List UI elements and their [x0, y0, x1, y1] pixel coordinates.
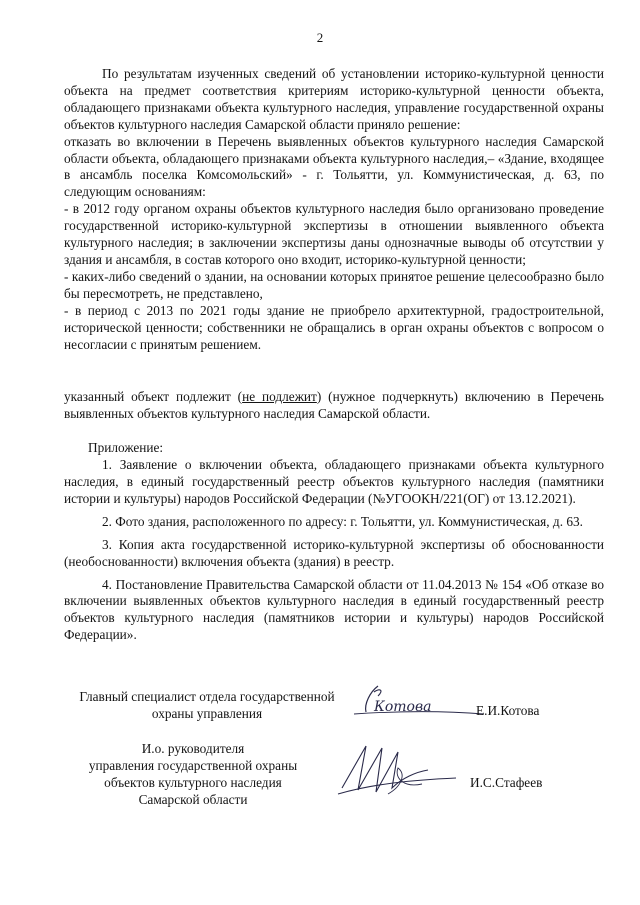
conclusion-paragraph	[64, 389, 604, 423]
handwritten-signature-icon	[344, 682, 494, 726]
signer-name: Е.И.Котова	[476, 703, 540, 718]
signer-position-line: Главный специалист отдела государственной	[79, 689, 335, 704]
reason-1-paragraph: - в 2012 году органом охраны объектов культурного наследия было организовано проведение государственной историко-культурной экспертизы в отношении выявленного объекта культурного наследия; в заключении экспертизы даны однозначные выводы об отсутствии у здания и ансамбля, в состав которого оно входит, историко-культурной ценности;	[64, 201, 604, 267]
signature-block-head	[62, 740, 640, 808]
signer-position	[62, 740, 324, 808]
decision-paragraph: отказать во включении в Перечень выявленных объектов культурного наследия Самарской области объекта, обладающего признаками объекта культурного наследия,– «Здание, входящее в ансамбль поселка Комсомольский» - г. Тольятти, ул. Коммунистическая, д. 63, по следующим основаниям:	[64, 133, 604, 200]
signer-position-line: управления государственной охраны	[88, 758, 298, 773]
conclusion-underlined-choice: не подлежит	[242, 389, 317, 405]
signer-position-line: объектов культурного наследия	[104, 775, 282, 790]
document-body	[64, 66, 604, 644]
signer-position-line: И.о. руководителя	[141, 741, 245, 756]
conclusion-end: ) (нужное подчеркнуть) включению в Перечень выявленных объектов культурного наследия Самарской области.	[64, 389, 604, 422]
signature-block-specialist	[62, 688, 640, 722]
appendix-item-1: 1. Заявление о включении объекта, обладающего признаками объекта культурного наследия, в единый государственный реестр объектов культурного наследия (памятники истории и культуры) народов Российской Федерации (№УГООКН/221(ОГ) от 13.12.2021).	[64, 457, 604, 506]
conclusion-start: указанный объект подлежит (	[64, 389, 243, 405]
appendix-item-2: 2. Фото здания, расположенного по адресу: г. Тольятти, ул. Коммунистическая, д. 63.	[102, 513, 583, 529]
appendix-heading: Приложение:	[88, 440, 164, 456]
appendix-item-3: 3. Копия акта государственной историко-культурной экспертизы об обоснованности (необоснованности) включения объекта (здания) в реестр.	[64, 536, 604, 569]
reason-3-paragraph: - в период с 2013 по 2021 годы здание не приобрело архитектурной, градостроительной, исторической ценности; собственники не обращались в орган охраны объектов с вопросом о несогласии с принятым решением.	[64, 302, 604, 352]
spacer	[64, 423, 604, 440]
signer-position-line: Самарской области	[138, 792, 248, 807]
reason-2-paragraph: - каких-либо сведений о здании, на основании которых принятое решение целесообразно было бы пересмотреть, не представлено,	[64, 268, 604, 301]
page-number: 2	[316, 30, 324, 45]
signer-position-line: охраны управления	[151, 706, 263, 721]
signer-name: И.С.Стафеев	[470, 775, 543, 790]
spacer	[64, 353, 604, 389]
signer-position	[62, 688, 352, 722]
intro-paragraph: По результатам изученных сведений об установлении историко-культурной ценности объекта на предмет соответствия критериям историко-культурной ценности объекта, обладающего признаками объекта культурного наследия, управление государственной охраны объектов культурного наследия Самарской области приняло решение:	[64, 66, 604, 132]
appendix-item-4: 4. Постановление Правительства Самарской области от 11.04.2013 № 154 «Об отказе во включении выявленных объектов культурного наследия в единый государственный реестр объектов культурного наследия (памятников истории и культуры) народов Российской Федерации».	[64, 576, 604, 643]
handwritten-signature-icon	[332, 738, 462, 802]
signature-lettering: Котова	[374, 699, 432, 715]
